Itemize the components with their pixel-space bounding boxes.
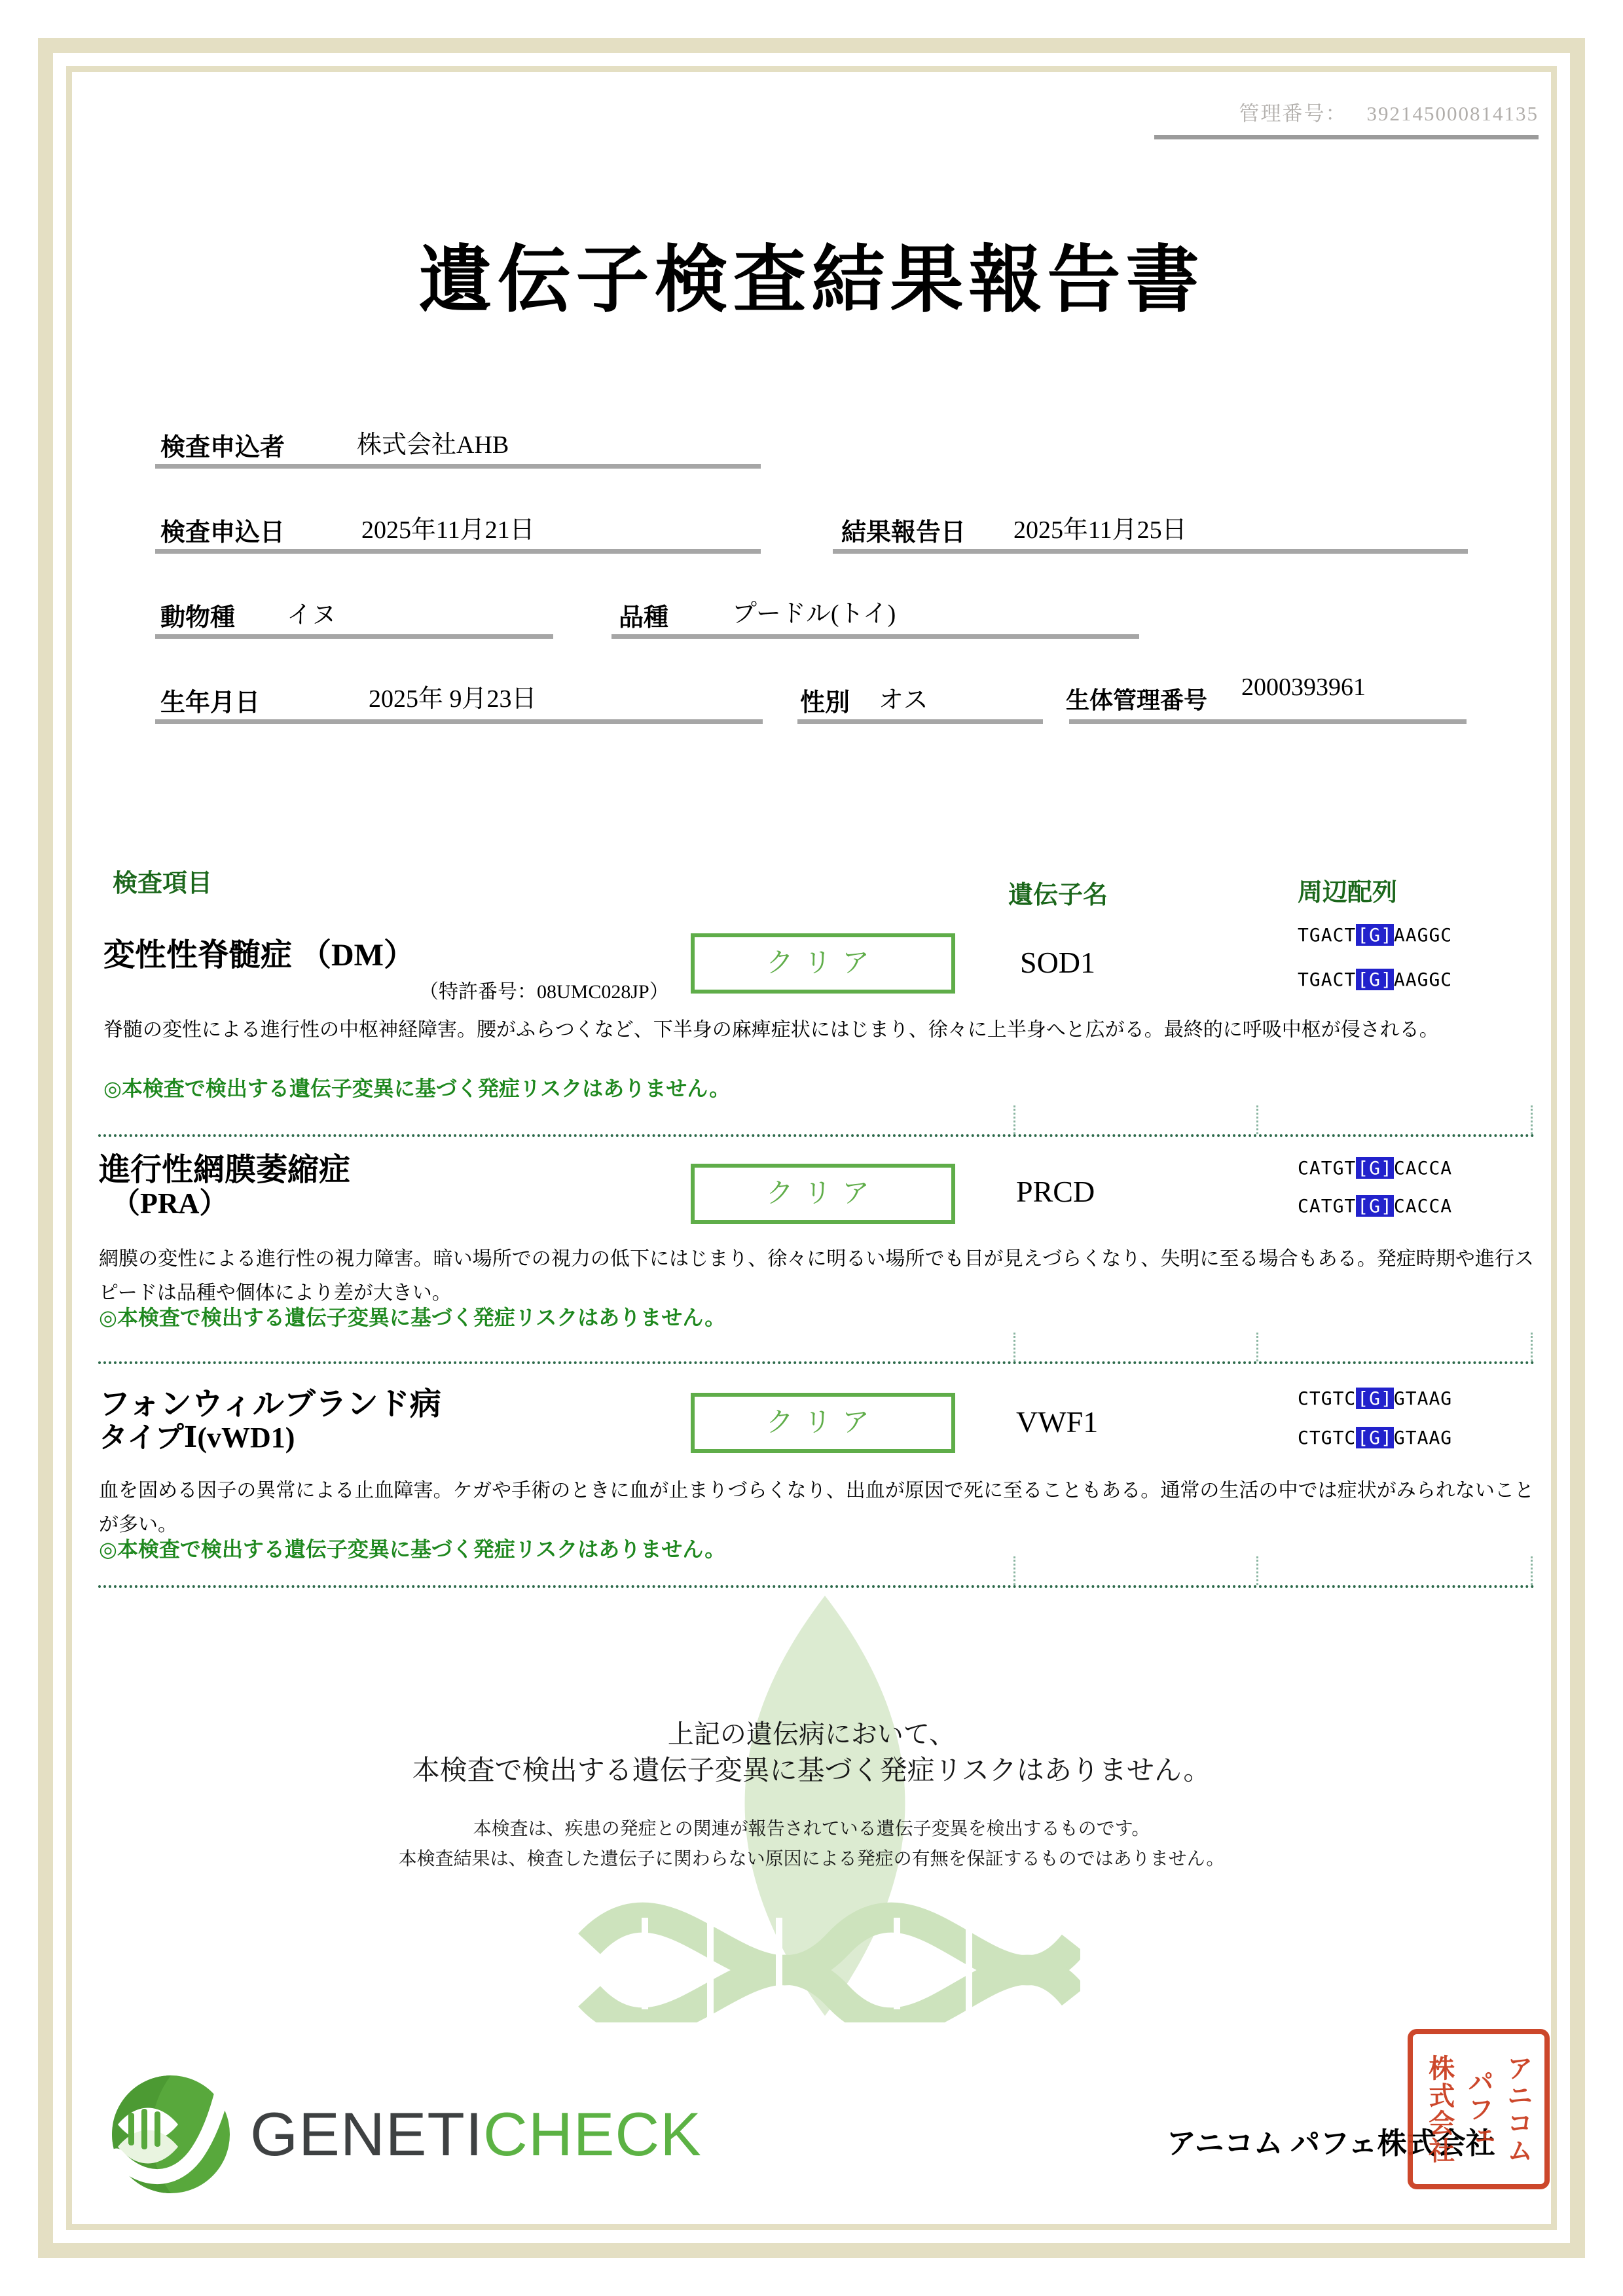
apply-date-label: 検査申込日 <box>160 519 285 547</box>
column-divider <box>1531 1556 1533 1585</box>
underline <box>797 719 1043 724</box>
seal-column: アニコム <box>1503 2054 1533 2164</box>
column-divider <box>1256 1105 1258 1134</box>
control-number-label: 管理番号： <box>1239 102 1347 125</box>
applicant-label: 検査申込者 <box>160 434 285 461</box>
sequence-variant: [G] <box>1357 1157 1393 1179</box>
sequence-right: CACCA <box>1393 1157 1453 1179</box>
test-description: 血を固める因子の異常による止血障害。ケガや手術のときに血が止まりづらくなり、出血が原因で死に至ることもある。通常の生活の中では症状がみられないことが多い。 <box>99 1480 1534 1535</box>
species-label: 動物種 <box>160 604 236 632</box>
test-description: 脊髄の変性による進行性の中枢神経障害。腰がふらつくなど、下半身の麻痺症状にはじまり、徐々に上半身へと広がる。最終的に呼吸中枢が侵される。 <box>103 1019 1439 1041</box>
logo-text-geneti: GENETI <box>250 2100 483 2168</box>
underline <box>155 464 761 469</box>
risk-note: ◎本検査で検出する遺伝子変異に基づく発症リスクはありません。 <box>103 1077 731 1100</box>
test-name-line2: タイプⅠ(vWD1) <box>99 1422 295 1454</box>
geneticheck-logo <box>110 2073 702 2195</box>
underline <box>155 634 553 639</box>
seal-column: 株式会社 <box>1425 2054 1455 2164</box>
test-name: 進行性網膜萎縮症 <box>99 1153 351 1187</box>
disclaimer-line1: 本検査は、疾患の発症との関連が報告されている遺伝子変異を検出するものです。 <box>473 1818 1150 1839</box>
sequence-right: AAGGC <box>1393 969 1453 990</box>
summary-line1: 上記の遺伝病において、 <box>667 1720 956 1749</box>
column-divider <box>1531 1333 1533 1361</box>
sequence-column-header: 周辺配列 <box>1298 879 1398 906</box>
geneticheck-logo-icon <box>110 2073 232 2195</box>
breed-label: 品種 <box>619 604 669 632</box>
item-column-header: 検査項目 <box>113 870 213 897</box>
status-box <box>691 933 955 994</box>
sequence-left: CATGT <box>1298 1195 1357 1217</box>
column-divider <box>1013 1556 1015 1585</box>
sequence-left: TGACT <box>1298 969 1357 990</box>
animal-id-value: 2000393961 <box>1241 673 1366 701</box>
section-separator <box>98 1585 1535 1588</box>
sequence-line <box>1298 1388 1452 1409</box>
page-title: 遺伝子検査結果報告書 <box>418 240 1205 321</box>
applicant-value: 株式会社AHB <box>357 431 509 459</box>
sequence-variant: [G] <box>1357 1427 1393 1448</box>
sex-label: 性別 <box>800 689 850 717</box>
underline <box>833 549 1468 554</box>
underline <box>155 549 761 554</box>
company-seal <box>1408 2029 1550 2189</box>
sequence-left: CTGTC <box>1298 1388 1357 1409</box>
test-name: 変性性脊髄症 （DM） <box>103 938 415 973</box>
sequence-right: GTAAG <box>1393 1427 1453 1448</box>
control-number-value: 392145000814135 <box>1366 102 1539 125</box>
birth-date-value: 2025年 9月23日 <box>369 685 537 713</box>
gene-name: VWF1 <box>1016 1405 1099 1439</box>
sequence-variant: [G] <box>1357 1195 1393 1217</box>
sequence-right: GTAAG <box>1393 1388 1453 1409</box>
status-label: クリア <box>765 948 880 978</box>
gene-name: PRCD <box>1016 1175 1095 1208</box>
test-name-line2: （PRA） <box>111 1187 228 1219</box>
sequence-right: AAGGC <box>1393 924 1453 946</box>
sequence-variant: [G] <box>1357 969 1393 990</box>
sequence-line <box>1298 1195 1452 1217</box>
species-value: イヌ <box>287 601 337 629</box>
logo-text-check: CHECK <box>483 2100 702 2168</box>
control-number <box>1146 97 1539 126</box>
column-divider <box>1013 1333 1015 1361</box>
sequence-line <box>1298 1157 1452 1179</box>
test-patent-number: （特許番号：08UMC028JP） <box>419 981 669 1003</box>
section-separator <box>98 1134 1535 1137</box>
status-label: クリア <box>765 1179 880 1209</box>
gene-name: SOD1 <box>1020 946 1096 979</box>
risk-note: ◎本検査で検出する遺伝子変異に基づく発症リスクはありません。 <box>99 1537 726 1561</box>
risk-note: ◎本検査で検出する遺伝子変異に基づく発症リスクはありません。 <box>99 1306 726 1329</box>
section-separator <box>98 1361 1535 1364</box>
control-number-underline <box>1154 135 1539 139</box>
sequence-line <box>1298 969 1452 990</box>
breed-value: プードル(トイ) <box>732 600 896 628</box>
summary-line2: 本検査で検出する遺伝子変異に基づく発症リスクはありません。 <box>412 1755 1211 1785</box>
column-divider <box>1013 1105 1015 1134</box>
sequence-left: CATGT <box>1298 1157 1357 1179</box>
column-divider <box>1256 1556 1258 1585</box>
status-box <box>691 1164 955 1224</box>
birth-date-label: 生年月日 <box>160 689 261 717</box>
underline <box>611 634 1139 639</box>
dna-watermark <box>570 1590 1080 2022</box>
status-box <box>691 1393 955 1453</box>
report-date-value: 2025年11月25日 <box>1013 516 1187 544</box>
disclaimer-line2: 本検査結果は、検査した遺伝子に関わらない原因による発症の有無を保証するものではありません。 <box>398 1848 1225 1869</box>
sequence-variant: [G] <box>1357 924 1393 946</box>
sequence-left: TGACT <box>1298 924 1357 946</box>
sex-value: オス <box>879 687 928 714</box>
company-name: アニコム パフェ株式会社 <box>1167 2127 1495 2160</box>
underline <box>155 719 763 724</box>
sequence-line <box>1298 1427 1452 1448</box>
seal-column: パフェ <box>1464 2068 1494 2151</box>
sequence-left: CTGTC <box>1298 1427 1357 1448</box>
underline <box>1069 719 1467 724</box>
test-description: 網膜の変性による進行性の視力障害。暗い場所での視力の低下にはじまり、徐々に明るい場所でも目が見えづらくなり、失明に至る場合もある。発症時期や進行スピードは品種や個体により差が大きい。 <box>99 1248 1534 1304</box>
animal-id-label: 生体管理番号 <box>1066 687 1208 713</box>
column-divider <box>1256 1333 1258 1361</box>
gene-column-header: 遺伝子名 <box>1008 882 1108 909</box>
sequence-variant: [G] <box>1357 1388 1393 1409</box>
status-label: クリア <box>765 1408 880 1438</box>
sequence-line <box>1298 924 1452 946</box>
apply-date-value: 2025年11月21日 <box>361 516 535 544</box>
test-name: フォンウィルブランド病 <box>99 1387 441 1422</box>
column-divider <box>1531 1105 1533 1134</box>
sequence-right: CACCA <box>1393 1195 1453 1217</box>
report-date-label: 結果報告日 <box>841 519 966 547</box>
